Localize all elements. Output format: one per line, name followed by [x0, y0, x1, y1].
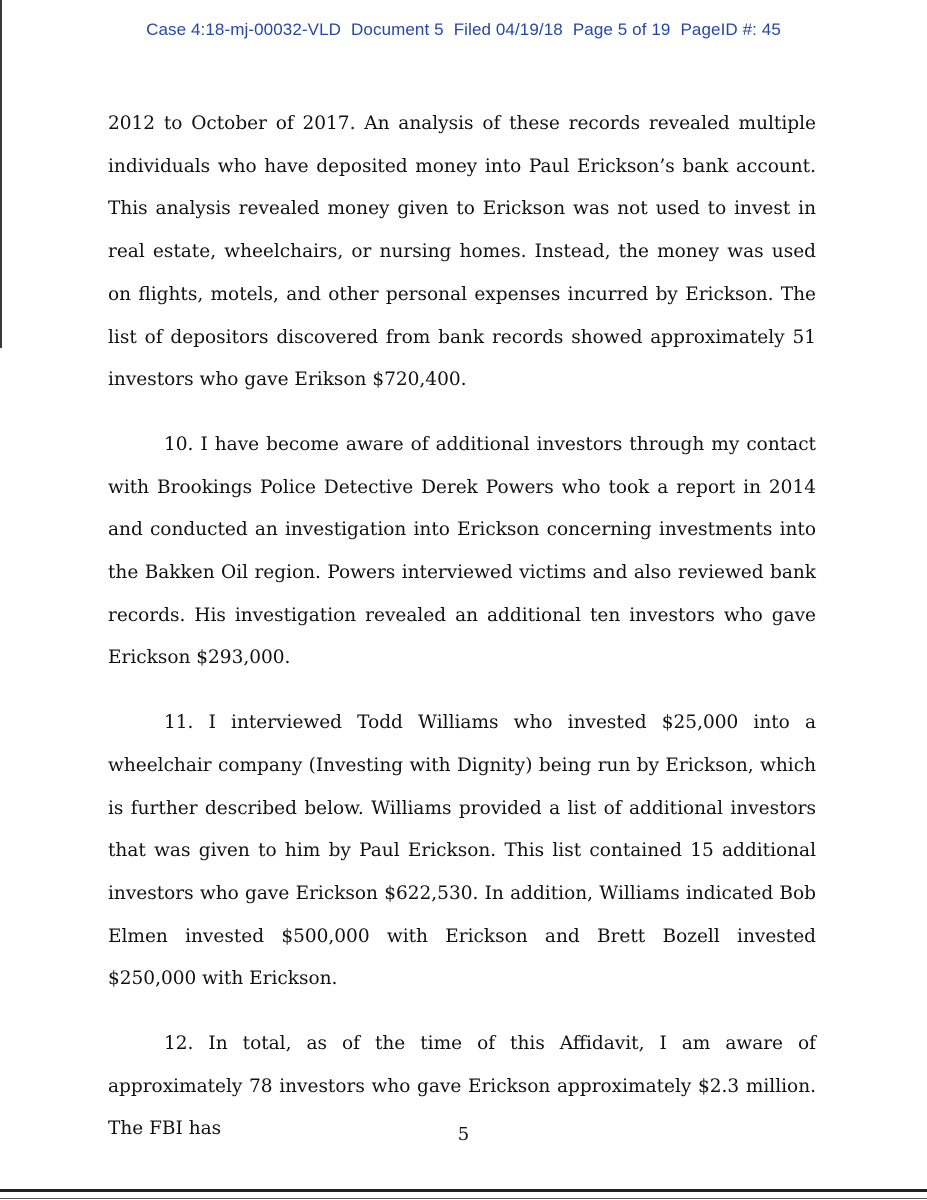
paragraph-10: 10. I have become aware of additional investors through my contact with Brookings Police Detective Derek Powers who took a report in 2014 and conducted an investigation into Erickson concerning investments into the Bakken Oil region. Powers interviewed victims and also reviewed bank records. His investigation revealed an additional ten investors who gave Erickson $293,000.: [108, 433, 816, 669]
header-filed-date: Filed 04/19/18: [453, 20, 563, 39]
header-page-id: PageID #: 45: [680, 20, 781, 39]
page-number: 5: [457, 1124, 470, 1145]
bottom-border-rule: [0, 1189, 927, 1192]
document-body: [108, 103, 816, 1173]
paragraph-11: 11. I interviewed Todd Williams who invested $25,000 into a wheelchair company (Investing with Dignity) being run by Erickson, which is further described below. Williams provided a list of additional investors that was given to him by Paul Erickson. This list contained 15 additional investors who gave Erickson $622,530. In addition, Williams indicated Bob Elmen invested $500,000 with Erickson and Brett Bozell invested $250,000 with Erickson.: [108, 712, 816, 990]
paragraph-9-continuation: 2012 to October of 2017. An analysis of these records revealed multiple individuals who have deposited money into Paul Erickson’s bank account. This analysis revealed money given to Erickson was not used to invest in real estate, wheelchairs, or nursing homes. Instead, the money was used on flights, motels, and other personal expenses incurred by Erickson. The list of depositors discovered from bank records showed approximately 51 investors who gave Erikson $720,400.: [108, 113, 816, 391]
court-filing-header: [0, 20, 927, 40]
header-case-number: Case 4:18-mj-00032-VLD: [146, 20, 342, 39]
paragraph-12: 12. In total, as of the time of this Affidavit, I am aware of approximately 78 investors who gave Erickson approximately $2.3 million. The FBI has: [108, 1033, 816, 1140]
left-margin-rule: [0, 0, 2, 348]
header-page-count: Page 5 of 19: [572, 20, 671, 39]
bottom-border-thin-rule: [0, 1198, 927, 1199]
header-document-number: Document 5: [351, 20, 444, 39]
